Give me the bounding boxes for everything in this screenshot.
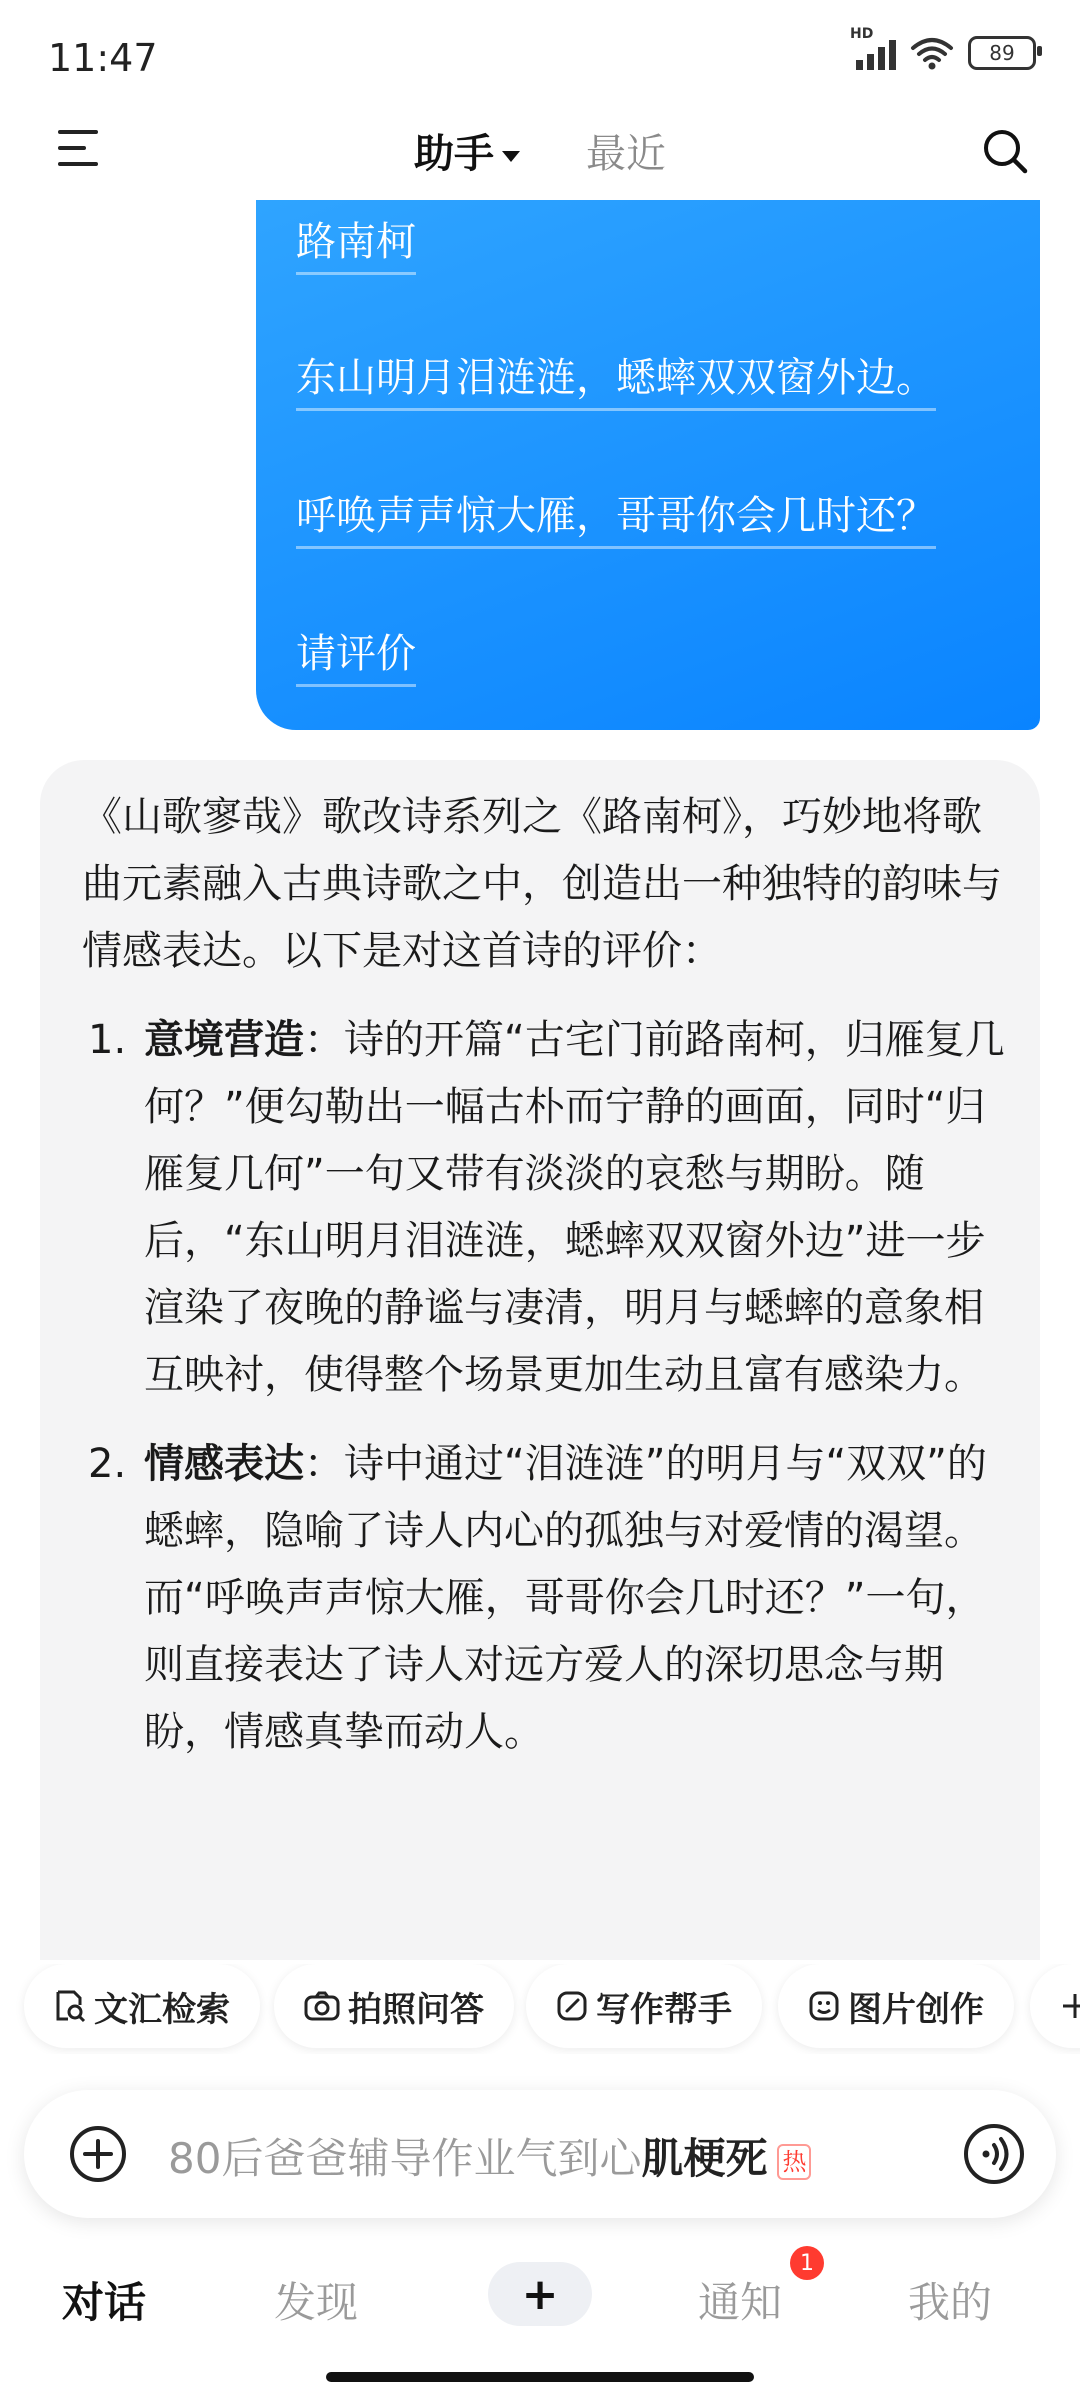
battery-icon: [968, 36, 1036, 70]
answer-list-item: [82, 1007, 1012, 1409]
list-number: 2.: [88, 1441, 127, 1487]
chip-label: 写作帮手: [596, 1989, 732, 2030]
top-tabs: [0, 122, 1080, 179]
list-item-heading: 意境营造: [144, 1017, 304, 1063]
quick-action-chips: [0, 1964, 1080, 2054]
assistant-answer-card: [40, 760, 1040, 1960]
hot-badge: 热: [777, 2144, 811, 2180]
chip-label: 图片创作: [848, 1989, 984, 2030]
plus-circle-icon[interactable]: [68, 2124, 128, 2188]
cellular-signal-icon: [850, 26, 896, 70]
answer-list-item: [82, 1431, 1012, 1766]
status-bar: [0, 0, 1080, 120]
status-icons: [850, 26, 1036, 70]
user-message-line: 东山明月泪涟涟，蟋蟀双双窗外边。: [296, 350, 936, 411]
user-message-line: 呼唤声声惊大雁，哥哥你会几时还？: [296, 488, 936, 549]
chat-input-bar[interactable]: [24, 2090, 1056, 2218]
search-icon[interactable]: [982, 128, 1028, 178]
chip-image-creation[interactable]: [778, 1964, 1014, 2048]
hint-bold: 肌梗死: [641, 2134, 768, 2183]
nav-notify[interactable]: 通知: [698, 2278, 783, 2327]
status-time: 11:47: [48, 36, 158, 80]
bottom-nav: [0, 2240, 1080, 2360]
chip-label: 文汇检索: [94, 1989, 230, 2030]
nav-chat[interactable]: 对话: [62, 2278, 147, 2327]
user-message-bubble: [256, 200, 1040, 730]
answer-intro: 《山歌寥哉》歌改诗系列之《路南柯》，巧妙地将歌曲元素融入古典诗歌之中，创造出一种独特的韵味与情感表达。以下是对这首诗的评价：: [82, 794, 1002, 974]
tab-recent[interactable]: 最近: [586, 131, 666, 177]
list-item-heading: 情感表达: [144, 1441, 304, 1487]
nav-discover[interactable]: 发现: [274, 2278, 359, 2327]
user-message-line: 路南柯: [296, 214, 416, 275]
notify-badge: 1: [790, 2246, 824, 2280]
image-smile-icon: [808, 1990, 840, 2022]
list-number: 1.: [88, 1017, 127, 1063]
tab-assistant-label: 助手: [414, 131, 494, 177]
chip-photo-qa[interactable]: [274, 1964, 514, 2048]
nav-mine[interactable]: 我的: [908, 2278, 993, 2327]
input-placeholder[interactable]: [168, 2126, 811, 2186]
battery-level: 89: [989, 41, 1015, 65]
chip-more[interactable]: [1030, 1964, 1080, 2048]
chip-wenhui-search[interactable]: [24, 1964, 260, 2048]
partial-chip-icon: [1060, 1991, 1080, 2021]
pen-icon: [556, 1990, 588, 2022]
wifi-icon: [910, 36, 954, 70]
chevron-down-icon: [502, 151, 520, 162]
voice-icon[interactable]: [962, 2122, 1026, 2190]
network-label: HD: [850, 26, 874, 42]
user-message-line: 请评价: [296, 626, 416, 687]
tab-assistant[interactable]: [414, 131, 520, 177]
hint-prefix: 80后爸爸辅导作业气到心: [168, 2134, 642, 2183]
plus-icon: +: [521, 2268, 559, 2320]
list-item-text: ：诗中通过“泪涟涟”的明月与“双双”的蟋蟀，隐喻了诗人内心的孤独与对爱情的渴望。而“呼唤声声惊大雁，哥哥你会几时还？”一句，则直接表达了诗人对远方爱人的深切思念与期盼，情感真挚而动人。: [144, 1441, 987, 1755]
chip-label: 拍照问答: [348, 1989, 484, 2030]
home-indicator[interactable]: [326, 2372, 754, 2382]
chip-writing-helper[interactable]: [526, 1964, 762, 2048]
list-item-text: ：诗的开篇“古宅门前路南柯，归雁复几何？”便勾勒出一幅古朴而宁静的画面，同时“归雁复几何”一句又带有淡淡的哀愁与期盼。随后，“东山明月泪涟涟，蟋蟀双双窗外边”进一步渲染了夜晚的静谧与凄清，明月与蟋蟀的意象相互映衬，使得整个场景更加生动且富有感染力。: [144, 1017, 1005, 1398]
camera-icon: [304, 1990, 340, 2022]
nav-plus-button[interactable]: [488, 2262, 592, 2326]
doc-search-icon: [54, 1989, 86, 2023]
